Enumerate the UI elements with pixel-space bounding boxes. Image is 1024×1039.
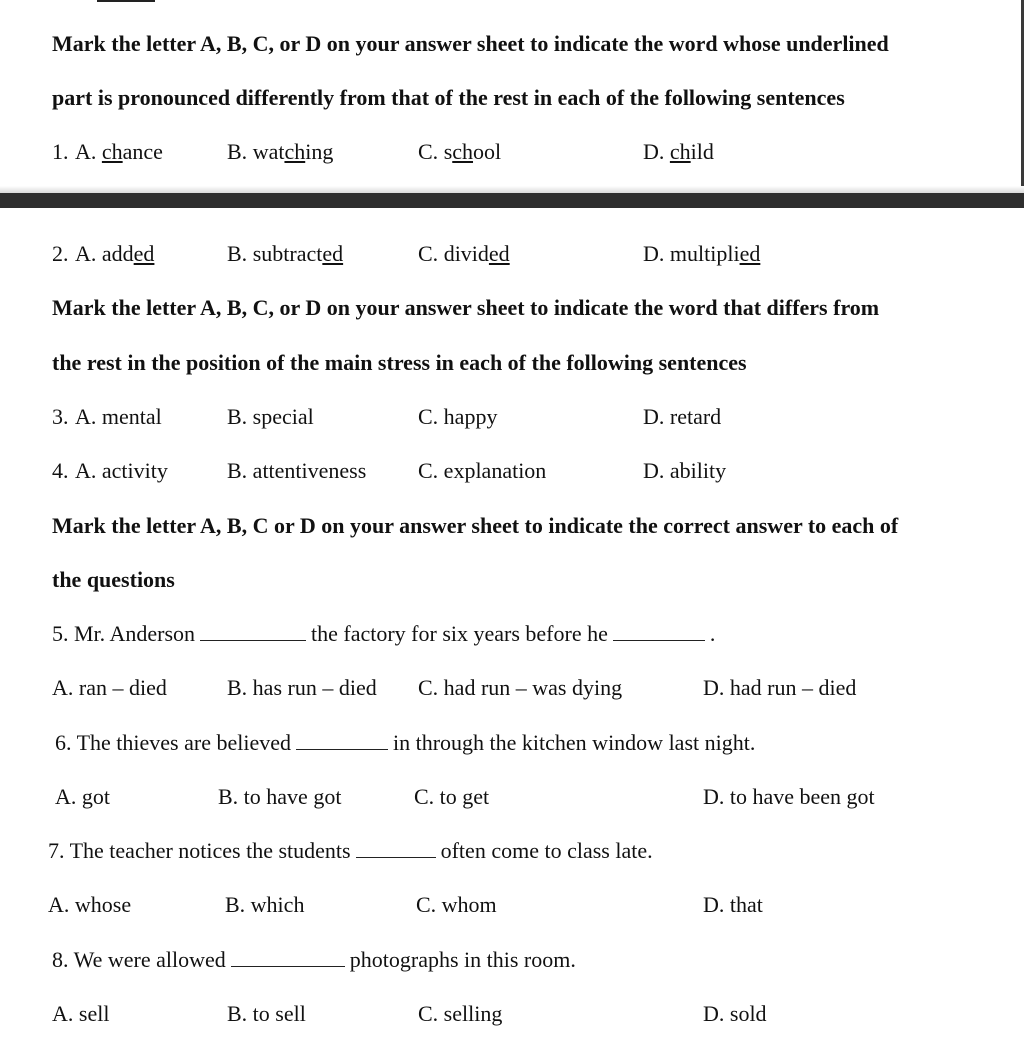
q4-option-b: B. attentiveness bbox=[227, 458, 367, 483]
top-edge-mark bbox=[97, 0, 155, 2]
q2-option-d: D. multiplied bbox=[643, 241, 761, 266]
divider-shadow bbox=[0, 186, 1024, 193]
q5-blank-1 bbox=[200, 622, 306, 641]
q7-option-a: A. whose bbox=[48, 892, 132, 917]
q1-option-a: A. chance bbox=[75, 139, 163, 164]
q8-stem: 8. We were allowed photographs in this room. bbox=[52, 947, 576, 972]
section2-instruction-line1: Mark the letter A, B, C, or D on your answer sheet to indicate the word that differs from bbox=[52, 295, 880, 320]
q6-option-a: A. got bbox=[55, 784, 110, 809]
q6-option-d: D. to have been got bbox=[703, 784, 875, 809]
section1-instruction-line1: Mark the letter A, B, C, or D on your answer sheet to indicate the word whose underlined bbox=[52, 31, 889, 56]
q3-option-d: D. retard bbox=[643, 404, 722, 429]
q6-stem: 6. The thieves are believed in through the kitchen window last night. bbox=[55, 730, 756, 755]
q3-option-a: A. mental bbox=[75, 404, 162, 429]
q3-number: 3. bbox=[52, 404, 69, 429]
q6-option-b: B. to have got bbox=[218, 784, 342, 809]
section2-instruction-line2: the rest in the position of the main stress in each of the following sentences bbox=[52, 350, 747, 375]
q6-option-c: C. to get bbox=[414, 784, 490, 809]
q5-option-b: B. has run – died bbox=[227, 675, 377, 700]
section1-instruction-line2: part is pronounced differently from that of the rest in each of the following sentences bbox=[52, 85, 845, 110]
q5-option-a: A. ran – died bbox=[52, 675, 167, 700]
q7-option-c: C. whom bbox=[416, 892, 497, 917]
q7-stem: 7. The teacher notices the students often come to class late. bbox=[48, 838, 653, 863]
q2-option-a: A. added bbox=[75, 241, 155, 266]
q6-blank bbox=[296, 731, 388, 750]
q5-blank-2 bbox=[613, 622, 705, 641]
q8-option-a: A. sell bbox=[52, 1001, 110, 1026]
q2-option-b: B. subtracted bbox=[227, 241, 344, 266]
q2-number: 2. bbox=[52, 241, 69, 266]
q3-option-b: B. special bbox=[227, 404, 314, 429]
page-divider-bar bbox=[0, 193, 1024, 208]
q1-option-b: B. watching bbox=[227, 139, 334, 164]
section3-instruction-line1: Mark the letter A, B, C or D on your answer sheet to indicate the correct answer to each of bbox=[52, 513, 899, 538]
q3-option-c: C. happy bbox=[418, 404, 498, 429]
q4-option-d: D. ability bbox=[643, 458, 727, 483]
q8-option-b: B. to sell bbox=[227, 1001, 306, 1026]
q4-option-c: C. explanation bbox=[418, 458, 547, 483]
q1-number: 1. bbox=[52, 139, 69, 164]
q8-option-d: D. sold bbox=[703, 1001, 767, 1026]
q4-number: 4. bbox=[52, 458, 69, 483]
q8-option-c: C. selling bbox=[418, 1001, 503, 1026]
q5-stem: 5. Mr. Anderson the factory for six years before he . bbox=[52, 621, 716, 646]
q8-blank bbox=[231, 948, 345, 967]
q7-option-d: D. that bbox=[703, 892, 763, 917]
q1-option-c: C. school bbox=[418, 139, 502, 164]
q1-option-d: D. child bbox=[643, 139, 714, 164]
q4-option-a: A. activity bbox=[75, 458, 168, 483]
q5-option-d: D. had run – died bbox=[703, 675, 857, 700]
q2-option-c: C. divided bbox=[418, 241, 510, 266]
q7-blank bbox=[356, 839, 436, 858]
q7-option-b: B. which bbox=[225, 892, 305, 917]
q5-option-c: C. had run – was dying bbox=[418, 675, 623, 700]
section3-instruction-line2: the questions bbox=[52, 567, 175, 592]
